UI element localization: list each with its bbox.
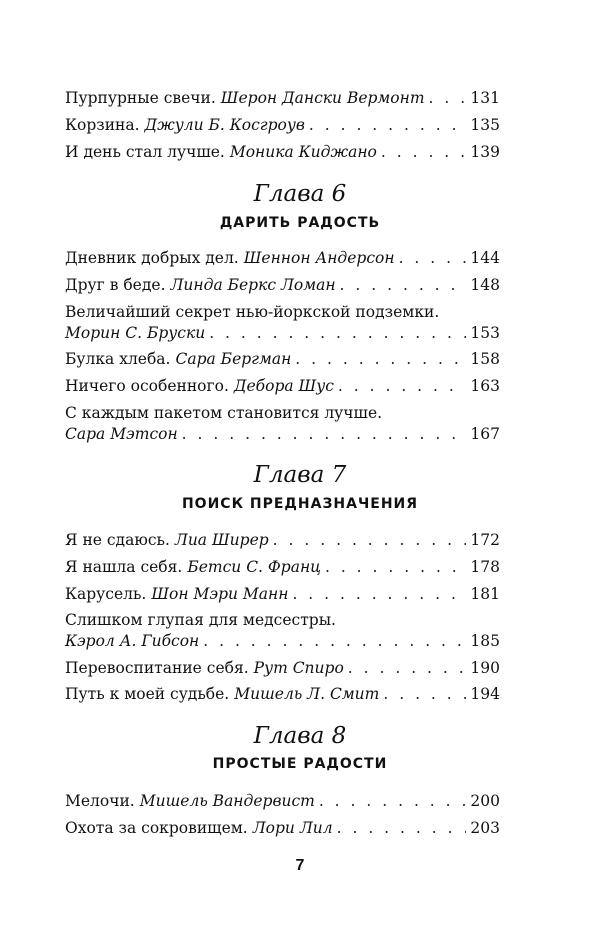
toc-entry bbox=[65, 275, 500, 295]
entry-author: Сара Бергман bbox=[175, 350, 292, 368]
chapter-title: ДАРИТЬ РАДОСТЬ bbox=[219, 215, 381, 231]
entry-title: Ничего особенного. bbox=[65, 377, 229, 395]
entry-title: Я не сдаюсь. bbox=[65, 531, 170, 549]
leader-dots bbox=[182, 424, 467, 444]
entry-author: Лори Лил bbox=[252, 819, 333, 837]
entry-author: Шеннон Андерсон bbox=[243, 249, 395, 267]
toc-entry bbox=[65, 631, 500, 651]
chapter-label: Глава 6 bbox=[253, 181, 347, 207]
entry-author: Бетси С. Франц bbox=[187, 558, 321, 576]
entry-author: Мишель Л. Смит bbox=[234, 685, 380, 703]
entry-author: Лиа Ширер bbox=[174, 531, 269, 549]
entry-author: Моника Киджано bbox=[229, 143, 377, 161]
entry-title: Перевоспитание себя. bbox=[65, 659, 249, 677]
leader-dots bbox=[337, 818, 467, 838]
leader-dots bbox=[348, 658, 467, 678]
entry-title: Охота за сокровищем. bbox=[65, 819, 248, 837]
entry-author: Рут Спиро bbox=[253, 659, 344, 677]
entry-title: Корзина. bbox=[65, 116, 140, 134]
entry-title: Пурпурные свечи. bbox=[65, 89, 216, 107]
leader-dots bbox=[209, 323, 466, 343]
toc-entry bbox=[65, 248, 500, 268]
toc-entry bbox=[65, 115, 500, 135]
entry-title: Путь к моей судьбе. bbox=[65, 685, 230, 703]
entry-page: 131 bbox=[470, 89, 500, 107]
leader-dots bbox=[399, 248, 467, 268]
leader-dots bbox=[292, 584, 466, 604]
entry-title-line: Величайший секрет нью-йоркской подземки. bbox=[65, 303, 440, 321]
entry-author: Линда Беркс Ломан bbox=[170, 276, 336, 294]
toc-entry bbox=[65, 530, 500, 550]
entry-page: 181 bbox=[470, 585, 500, 603]
entry-title: Я нашла себя. bbox=[65, 558, 183, 576]
entry-author: Шон Мэри Манн bbox=[151, 585, 289, 603]
entry-author: Мишель Вандервист bbox=[139, 792, 315, 810]
toc-entry bbox=[65, 584, 500, 604]
entry-title: Друг в беде. bbox=[65, 276, 166, 294]
toc-entry bbox=[65, 424, 500, 444]
entry-title: Дневник добрых дел. bbox=[65, 249, 239, 267]
entry-title-line: С каждым пакетом становится лучше. bbox=[65, 404, 383, 422]
toc-entry bbox=[65, 323, 500, 343]
chapter-title: ПОИСК ПРЕДНАЗНАЧЕНИЯ bbox=[181, 496, 419, 512]
leader-dots bbox=[383, 684, 466, 704]
entry-page: 148 bbox=[470, 276, 500, 294]
entry-author: Джули Б. Косгроув bbox=[144, 116, 305, 134]
toc-entry bbox=[65, 658, 500, 678]
entry-page: 163 bbox=[470, 377, 500, 395]
toc-entry bbox=[65, 684, 500, 704]
entry-page: 190 bbox=[470, 659, 500, 677]
entry-page: 167 bbox=[470, 425, 500, 443]
toc-entry bbox=[65, 349, 500, 369]
entry-author: Дебора Шус bbox=[233, 377, 334, 395]
entry-page: 139 bbox=[470, 143, 500, 161]
entry-title: Булка хлеба. bbox=[65, 350, 171, 368]
toc-entry bbox=[65, 142, 500, 162]
leader-dots bbox=[338, 376, 467, 396]
leader-dots bbox=[429, 88, 467, 108]
entry-page: 144 bbox=[470, 249, 500, 267]
toc-entry bbox=[65, 557, 500, 577]
leader-dots bbox=[273, 530, 467, 550]
entry-title-line: Слишком глупая для медсестры. bbox=[65, 611, 336, 629]
entry-author: Кэрол А. Гибсон bbox=[65, 632, 200, 650]
leader-dots bbox=[325, 557, 466, 577]
leader-dots bbox=[203, 631, 466, 651]
entry-author: Сара Мэтсон bbox=[65, 425, 178, 443]
entry-author: Морин С. Бруски bbox=[65, 324, 206, 342]
toc-entry bbox=[65, 376, 500, 396]
entry-author: Шерон Дански Вермонт bbox=[220, 89, 425, 107]
entry-page: 178 bbox=[470, 558, 500, 576]
entry-title: И день стал лучше. bbox=[65, 143, 225, 161]
toc-entry bbox=[65, 818, 500, 838]
leader-dots bbox=[295, 349, 466, 369]
entry-page: 135 bbox=[470, 116, 500, 134]
entry-title: Мелочи. bbox=[65, 792, 135, 810]
entry-page: 172 bbox=[470, 531, 500, 549]
toc-entry bbox=[65, 791, 500, 811]
chapter-label: Глава 7 bbox=[253, 462, 347, 488]
leader-dots bbox=[340, 275, 467, 295]
leader-dots bbox=[381, 142, 467, 162]
entry-page: 200 bbox=[470, 792, 500, 810]
page-number: 7 bbox=[295, 857, 305, 874]
chapter-label: Глава 8 bbox=[253, 723, 347, 749]
entry-title: Карусель. bbox=[65, 585, 147, 603]
entry-page: 158 bbox=[470, 350, 500, 368]
entry-page: 194 bbox=[470, 685, 500, 703]
leader-dots bbox=[309, 115, 467, 135]
entry-page: 185 bbox=[470, 632, 500, 650]
leader-dots bbox=[319, 791, 467, 811]
entry-page: 203 bbox=[470, 819, 500, 837]
toc-entry bbox=[65, 88, 500, 108]
entry-page: 153 bbox=[470, 324, 500, 342]
chapter-title: ПРОСТЫЕ РАДОСТИ bbox=[212, 756, 388, 772]
